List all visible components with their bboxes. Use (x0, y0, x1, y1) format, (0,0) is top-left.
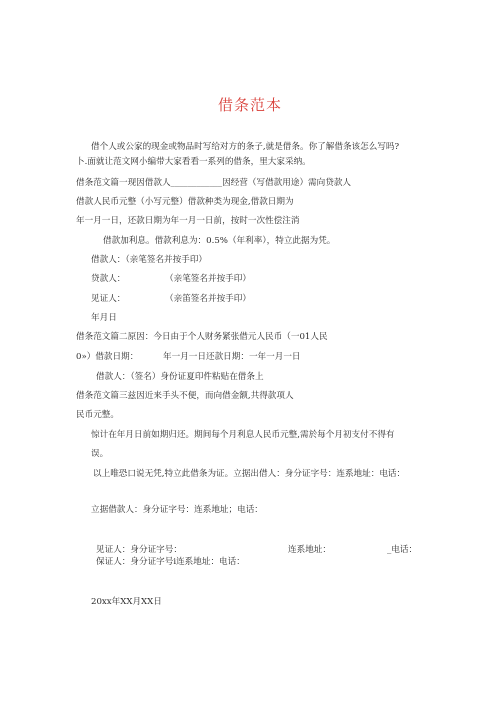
final-date: 20xx年XX月XX日 (91, 597, 162, 607)
date-line-1: 年月日 (91, 313, 117, 323)
sample3-line-1: 借条范文篇三兹因近来手头不便，而向借金额,共得款项人 (76, 391, 294, 401)
witness-sign-note: （亲笛签名并按手印） (165, 294, 251, 304)
sample3-line-3: 惊计在年月日前如期归还。期间每个月利息人民币元整,需於每个月初支付不得有 (91, 430, 395, 440)
intro-line-1: 借个人或公家的现金或物品时写给对方的条子,就是借条。你了解借条该怎么写吗? (91, 142, 400, 152)
witness-label: 见证人： (91, 294, 126, 304)
sample3-line-5: 以上唯恐口说无凭,特立此借条为证。立据出借人：身分证字号：连系地址：电话： (93, 469, 406, 479)
intro-line-2: 卜.面就让范文网小编带大家看看一系列的借条，里大家采纳。 (76, 157, 311, 167)
witness-info-c: _电话： (387, 545, 418, 555)
guarantor-info-line: 保证人：身分证字号i连系地址：电话： (96, 557, 245, 567)
sample2-line-1: 借条范文篇二原因：今日由于个人财务紧张借元人民币（一01人民 (76, 332, 328, 342)
lender-sign-note: （亲笔签名并按手印） (165, 274, 251, 284)
sample3-line-4: 误。 (91, 449, 109, 459)
lender-label: 贷款人： (91, 274, 126, 284)
sample2-line-2a: 0»）借款日期： (76, 352, 139, 362)
document-title: 借条范本 (217, 96, 282, 114)
borrower-info-line: 立据借款人：身分证字号：连系地址；电话： (91, 505, 263, 515)
sample1-line-1: 借条范文篇一现因借款人____________因经营（写借款用途）需向贷款人 (76, 178, 352, 188)
witness-info-a: 见证人：身分证字号： (96, 545, 182, 555)
sample1-line-3: 年一月一日，还款日期为年一月一日前，按时一次性偿注消 (76, 216, 300, 226)
sample3-line-2: 民币元整。 (76, 410, 119, 420)
witness-info-b: 连系地址： (288, 545, 331, 555)
borrower-sign-line: 借款人：（亲笔签名并按手印） (91, 255, 208, 265)
sample1-line-2: 借款人民币元整（小写元整）借款种类为现金,借款日期为 (76, 197, 294, 207)
sample1-line-4: 借款加利息。借款利息为：0.5%（年利率），特立此据为凭。 (103, 236, 336, 246)
sample2-line-3: 借款人：（签名）身份证夏印件粘贴在借条上 (96, 372, 264, 382)
sample2-line-2b: 年一月一日还款日期：一年一月一日 (163, 352, 301, 362)
